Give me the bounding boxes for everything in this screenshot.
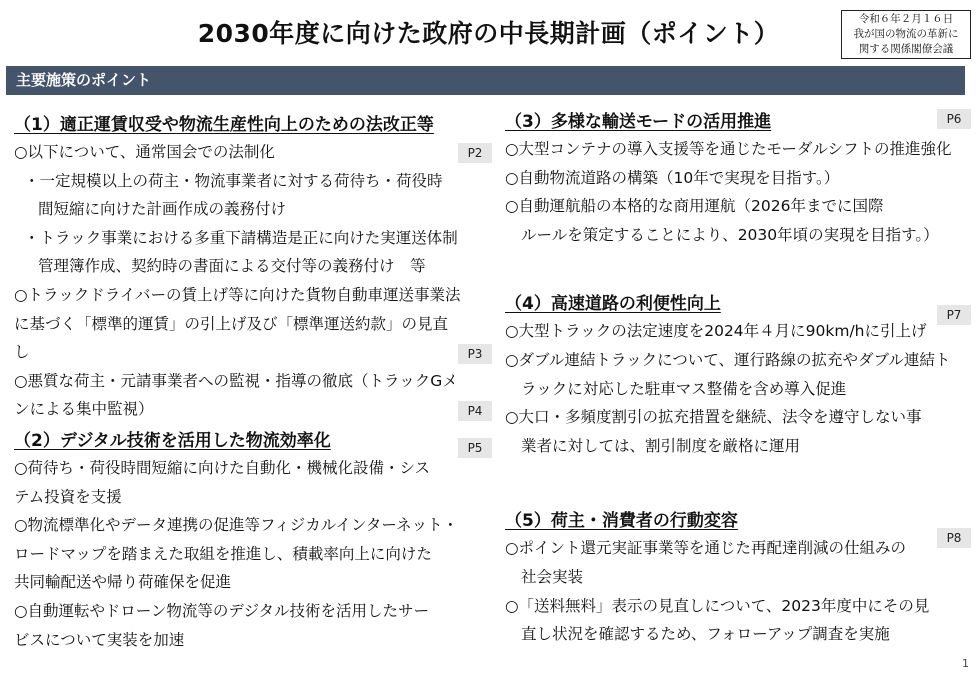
date-box-line-2: 我が国の物流の革新に [853,28,959,40]
section-5-heading: （5）荷主・消費者の行動変容 [505,511,738,532]
list-item: ○以下について、通常国会での法制化 [14,143,275,161]
list-item: ○「送料無料」表示の見直しについて、2023年度中にその見 直し状況を確認するため、フォローアップ調査を実施 [505,596,930,644]
list-item: ○自動物流道路の構築（10年で実現を目指す。） [505,168,840,187]
sub-item: ・トラック事業における多重下請構造是正に向けた実運送体制 管理簿作成、契約時の書面による交付等の義務付け 等 [24,228,458,276]
page-title: 2030年度に向けた政府の中長期計画（ポイント） [197,19,780,48]
list-item: ○大型トラックの法定速度を2024年４月に90km/hに引上げ [505,322,927,341]
section-4-heading: （4）高速道路の利便性向上 [505,294,721,315]
page-ref-p4: P4 [458,401,492,421]
section-bar: 主要施策のポイント [6,66,965,95]
right-column [505,109,967,649]
page-ref-p8: P8 [937,528,971,548]
left-column [14,112,498,654]
sub-item: ・一定規模以上の荷主・物流事業者に対する荷待ち・荷役時 間短縮に向けた計画作成の義務付け [24,171,443,219]
section-2 [14,428,498,654]
page-ref-p5: P5 [458,438,492,458]
section-3-heading: （3）多様な輸送モードの活用推進 [505,112,772,132]
page-ref-p2: P2 [458,143,492,163]
list-item: ○自動運転やドローン物流等のデジタル技術を活用したサー ビスについて実装を加速 [14,601,429,649]
section-4 [505,291,967,460]
page-ref-p3: P3 [458,344,492,364]
list-item: ○自動運航船の本格的な商用運航（2026年までに国際 ルールを策定することにより、2030年頃の実現を目指す。） [505,197,939,244]
list-item: ○トラックドライバーの賃上げ等に向けた貨物自動車運送事業法 に基づく「標準的運賃」の引上げ及び「標準運送約款」の見直 し [14,285,461,362]
section-3 [505,109,967,249]
list-item: ○荷待ち・荷役時間短縮に向けた自動化・機械化設備・シス テム投資を支援 [14,458,431,506]
section-1 [14,112,498,424]
date-box-line-1: 令和６年２月１６日 [858,13,954,25]
page-number: 1 [962,657,969,670]
list-item: ○物流標準化やデータ連携の促進等フィジカルインターネット・ ロードマップを踏まえた取組を推進し、積載率向上に向けた 共同輸配送や帰り荷確保を促進 [14,516,459,592]
list-item: ○悪質な荷主・元請事業者への監視・指導の徹底（トラックGメ ンによる集中監視） [14,371,458,419]
date-box-line-3: 関する関係閣僚会議 [858,43,954,55]
list-item: ○ポイント還元実証事業等を通じた再配達削減の仕組みの 社会実装 [505,539,907,586]
page-ref-p6: P6 [937,109,971,129]
list-item: ○大型コンテナの導入支援等を通じたモーダルシフトの推進強化 [505,140,952,158]
section-1-heading: （1）適正運賃収受や物流生産性向上のための法改正等 [14,115,434,135]
list-item: ○ダブル連結トラックについて、運行路線の拡充やダブル連結ト ラックに対応した駐車マス整備を含め導入促進 [505,350,951,398]
date-box [841,10,971,59]
page-ref-p7: P7 [937,305,971,325]
list-item: ○大口・多頻度割引の拡充措置を継続、法令を遵守しない事 業者に対しては、割引制度を厳格に運用 [505,408,922,455]
section-2-heading: （2）デジタル技術を活用した物流効率化 [14,430,331,451]
section-5 [505,508,967,648]
